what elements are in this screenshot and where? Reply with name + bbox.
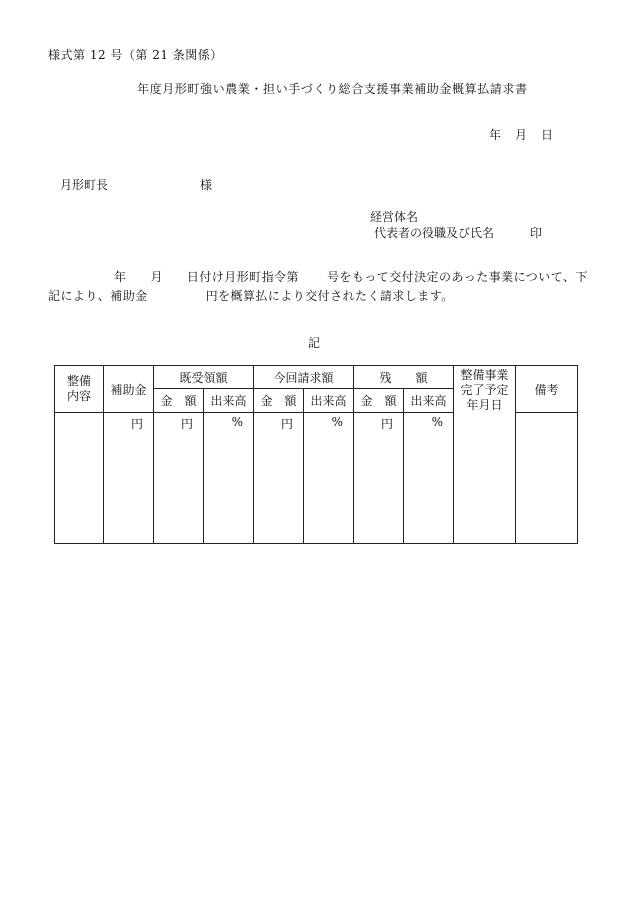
header-completion-date: 整備事業 完了予定 年月日 — [454, 366, 516, 544]
remaining-progress-cell[interactable] — [404, 413, 454, 544]
date-day-label: 日 — [541, 128, 554, 142]
subsidy-unit: 円 — [130, 417, 143, 431]
remaining-amount-unit: 円 — [381, 417, 394, 431]
received-amount-unit: 円 — [180, 417, 193, 431]
body-seg1: 日付け月形町指令第 — [186, 270, 299, 284]
maintenance-cell[interactable] — [55, 413, 104, 544]
addressee — [60, 176, 212, 193]
remaining-progress-header: 出来高 — [404, 389, 454, 413]
current-progress-unit: % — [331, 415, 344, 429]
remaining-amount-cell[interactable] — [354, 413, 404, 544]
form-number: 様式第 12 号（第 21 条関係） — [48, 48, 223, 62]
header-subsidy: 補助金 — [104, 366, 154, 413]
subsidy-cell[interactable] — [104, 413, 154, 544]
body-year: 年 — [114, 270, 127, 284]
addressee-name: 月形町長 — [60, 178, 109, 192]
addressee-honorific: 様 — [200, 178, 213, 192]
current-progress-header: 出来高 — [304, 389, 354, 413]
business-name-label: 経営体名 — [370, 210, 419, 224]
date-month-label: 月 — [515, 128, 528, 142]
ki-heading: 記 — [308, 336, 321, 350]
header-remarks: 備考 — [516, 366, 578, 413]
received-progress-header: 出来高 — [204, 389, 254, 413]
request-paragraph — [48, 268, 588, 306]
header-maintenance: 整備 内容 — [55, 366, 104, 413]
seal-mark: 印 — [530, 226, 543, 240]
current-amount-header: 金 額 — [254, 389, 304, 413]
detail-table — [54, 365, 578, 544]
body-seg3: て、下記により、補助金 — [48, 270, 588, 303]
current-amount-unit: 円 — [281, 417, 294, 431]
representative-label: 代表者の役職及び氏名 — [374, 226, 495, 240]
body-month: 月 — [150, 270, 163, 284]
current-amount-cell[interactable] — [254, 413, 304, 544]
received-amount-header: 金 額 — [154, 389, 204, 413]
header-received: 既受領額 — [154, 366, 254, 389]
header-remaining: 残 額 — [354, 366, 454, 389]
received-progress-unit: % — [231, 415, 244, 429]
received-amount-cell[interactable] — [154, 413, 204, 544]
body-seg2: 号をもって交付決定のあった事業につい — [326, 270, 551, 284]
body-seg4: 円を概算払により交付されたく請求します。 — [205, 289, 454, 303]
remaining-amount-header: 金 額 — [354, 389, 404, 413]
representative-line — [374, 224, 542, 241]
remarks-cell[interactable] — [516, 413, 578, 544]
current-progress-cell[interactable] — [304, 413, 354, 544]
document-title: 年度月形町強い農業・担い手づくり総合支援事業補助金概算払請求書 — [137, 82, 528, 96]
date-year-label: 年 — [489, 128, 502, 142]
remaining-progress-unit: % — [431, 415, 444, 429]
received-progress-cell[interactable] — [204, 413, 254, 544]
date-line — [489, 126, 553, 143]
header-current-request: 今回請求額 — [254, 366, 354, 389]
